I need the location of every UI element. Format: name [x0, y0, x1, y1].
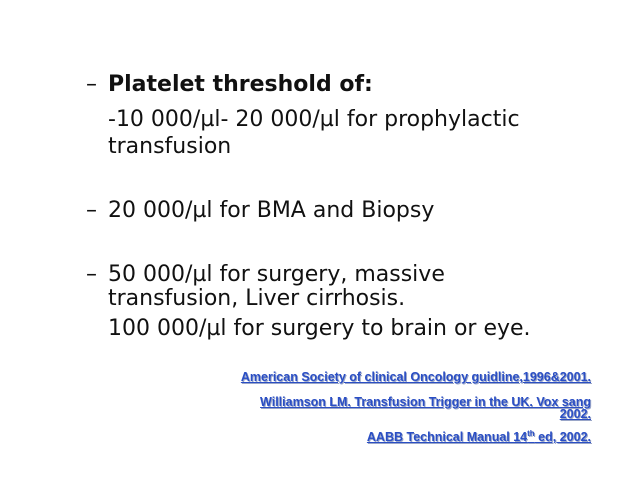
bullet-3-line-1: 50 000/µl for surgery, massive — [108, 262, 445, 287]
reference-aabb-superscript: th — [527, 428, 535, 438]
reference-link-williamson-line-2[interactable]: 2002. — [559, 407, 591, 421]
bullet-2-line-1: 20 000/µl for BMA and Biopsy — [108, 198, 435, 223]
bullet-dash-3: – — [86, 262, 97, 287]
bullet-dash-1: – — [86, 72, 97, 97]
bullet-1-line-3: transfusion — [108, 134, 232, 159]
bullet-1-line-2: -10 000/µl- 20 000/µl for prophylactic — [108, 107, 520, 132]
bullet-3-line-2: transfusion, Liver cirrhosis. — [108, 286, 406, 311]
bullet-3-line-3: 100 000/µl for surgery to brain or eye. — [108, 316, 531, 341]
reference-link-asco[interactable]: American Society of clinical Oncology guidline,1996&2001. — [240, 370, 591, 384]
reference-link-aabb[interactable] — [367, 430, 591, 444]
bullet-heading-platelet-threshold: Platelet threshold of: — [108, 72, 373, 97]
reference-link-williamson-line-1[interactable]: Williamson LM. Transfusion Trigger in the UK. Vox sang — [260, 395, 591, 409]
reference-aabb-text-end: ed, 2002. — [534, 430, 591, 444]
bullet-dash-2: – — [86, 198, 97, 223]
reference-aabb-text: AABB Technical Manual 14 — [366, 430, 528, 444]
